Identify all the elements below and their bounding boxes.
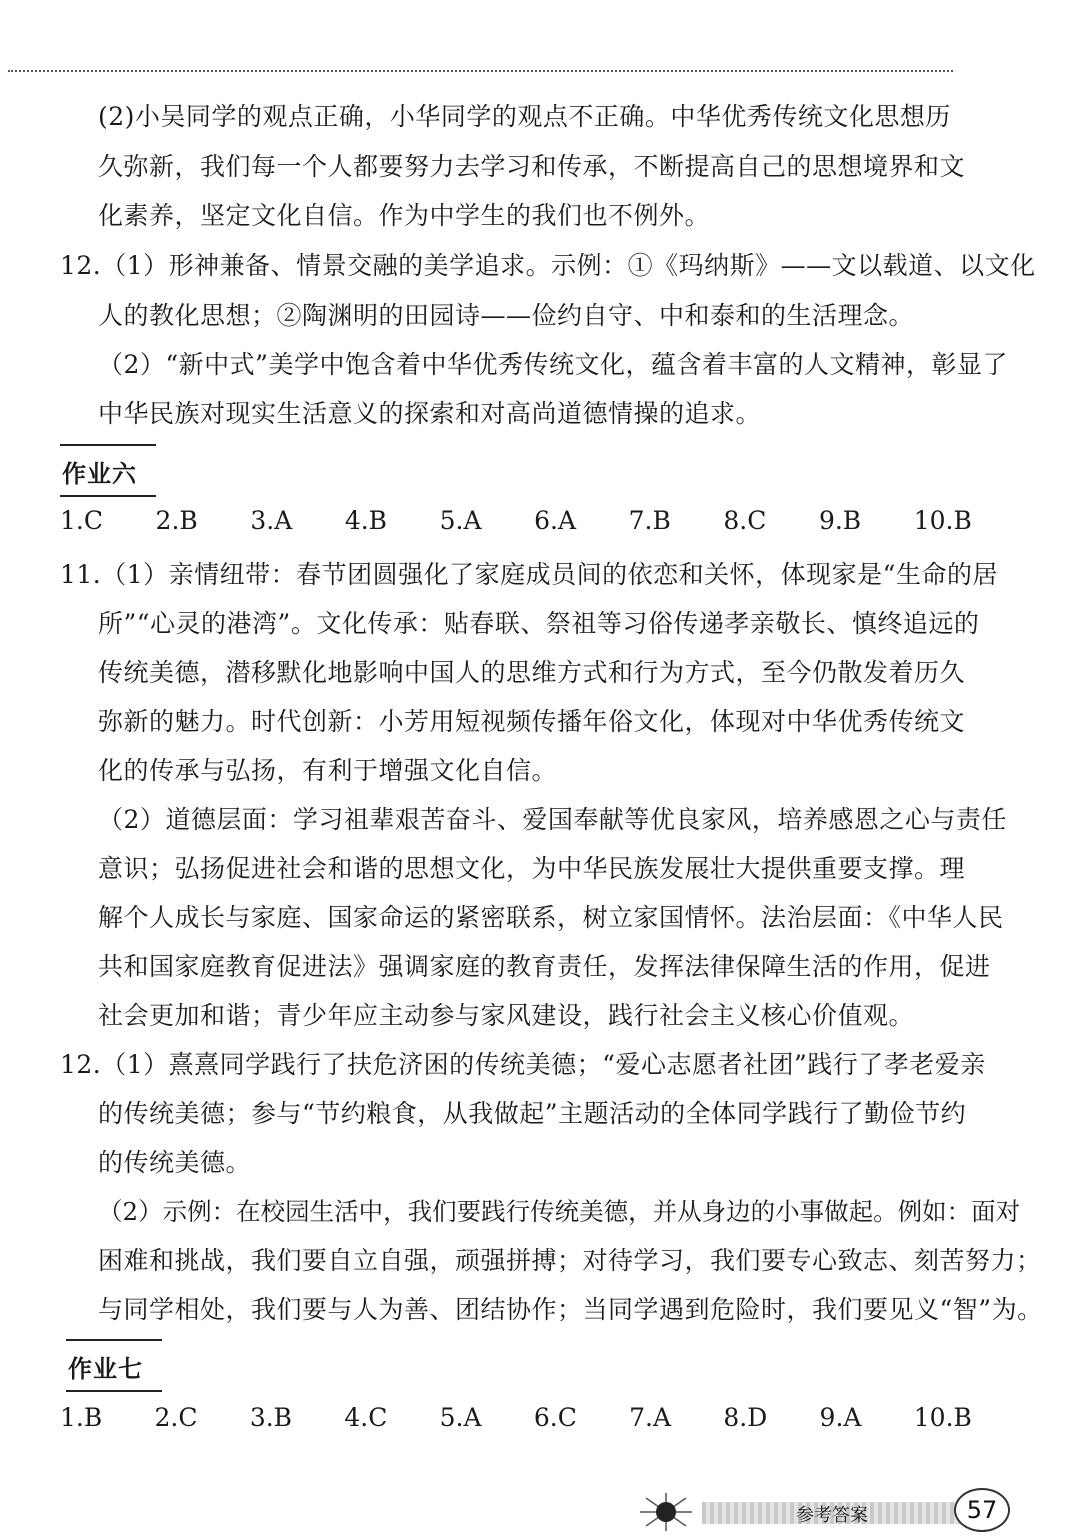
sec6-answer: 8.C xyxy=(723,506,767,535)
page-number: 57 xyxy=(954,1488,1010,1532)
sec6-answer: 1.C xyxy=(60,506,103,535)
sec6-q11-1-line3: 传统美德，潜移默化地影响中国人的思维方式和行为方式，至今仍散发着历久 xyxy=(98,658,966,687)
sec6-q11-2-line5: 社会更加和谐；青少年应主动参与家风建设，践行社会主义核心价值观。 xyxy=(98,1001,915,1030)
sec6-q12-1-line2: 的传统美德；参与“节约粮食，从我做起”主题活动的全体同学践行了勤俭节约 xyxy=(98,1099,967,1128)
sun-burst-icon xyxy=(636,1492,696,1532)
sec5-q12-2-line2: 中华民族对现实生活意义的探索和对高尚道德情操的追求。 xyxy=(98,399,762,428)
sec6-answer: 3.A xyxy=(250,506,293,535)
sec7-answer: 4.C xyxy=(344,1403,388,1432)
sec5-q12-2-line1: （2）“新中式”美学中饱含着中华优秀传统文化，蕴含着丰富的人文精神，彰显了 xyxy=(98,350,1008,379)
sec6-q12-1-line3: 的传统美德。 xyxy=(98,1148,252,1177)
sec6-q11-2-line1: （2）道德层面：学习祖辈艰苦奋斗、爱国奉献等优良家风，培养感恩之心与责任 xyxy=(98,805,1007,834)
sec6-choice-answers xyxy=(60,506,972,535)
sec7-answer: 8.D xyxy=(723,1403,768,1432)
sec7-answer: 7.A xyxy=(629,1403,672,1432)
sec6-q11-2-line2: 意识；弘扬促进社会和谐的思想文化，为中华民族发展壮大提供重要支撑。理 xyxy=(98,854,966,883)
sec6-q12-2-line1: （2）示例：在校园生活中，我们要践行传统美德，并从身边的小事做起。例如：面对 xyxy=(98,1197,1021,1226)
sec6-q11-1-line5: 化的传承与弘扬，有利于增强文化自信。 xyxy=(98,756,558,785)
sec6-q11-1-line4: 弥新的魅力。时代创新：小芳用短视频传播年俗文化，体现对中华优秀传统文 xyxy=(98,707,966,736)
sec6-q12-2-line3: 与同学相处，我们要与人为善、团结协作；当同学遇到危险时，我们要见义“智”为。 xyxy=(98,1295,1043,1324)
sec6-q11-1-line2: 所”“心灵的港湾”。文化传承：贴春联、祭祖等习俗传递孝亲敬长、慎终追远的 xyxy=(98,609,980,638)
sec6-answer: 4.B xyxy=(344,506,388,535)
sec7-heading xyxy=(66,1339,162,1392)
sec7-answer: 9.A xyxy=(819,1403,862,1432)
top-dotted-rule xyxy=(8,70,953,72)
sec5-q11-2-line1: (2)小吴同学的观点正确，小华同学的观点不正确。中华优秀传统文化思想历 xyxy=(98,102,951,131)
sec6-answer: 6.A xyxy=(534,506,577,535)
sec7-answer: 3.B xyxy=(249,1403,293,1432)
page-footer xyxy=(636,1492,1026,1532)
sec6-q12-1-line1: 12.（1）熹熹同学践行了扶危济困的传统美德；“爱心志愿者社团”践行了孝老爱亲 xyxy=(60,1050,986,1079)
sec6-title: 作业六 xyxy=(62,460,137,488)
sec6-q11-2-line3: 解个人成长与家庭、国家命运的紧密联系，树立家国情怀。法治层面：《中华人民 xyxy=(98,903,1004,932)
sec7-answer: 6.C xyxy=(533,1403,577,1432)
sec6-q12-2-line2: 困难和挑战，我们要自立自强，顽强拼搏；对待学习，我们要专心致志、刻苦努力； xyxy=(98,1246,1042,1275)
sec5-q11-2-line3: 化素养，坚定文化自信。作为中学生的我们也不例外。 xyxy=(98,201,711,230)
sec6-heading xyxy=(60,444,156,497)
sec6-q11-1-line1: 11.（1）亲情纽带：春节团圆强化了家庭成员间的依恋和关怀，体现家是“生命的居 xyxy=(60,560,998,589)
sec5-q11-2-line2: 久弥新，我们每一个人都要努力去学习和传承，不断提高自己的思想境界和文 xyxy=(98,152,966,181)
sec7-answer: 1.B xyxy=(60,1403,103,1432)
sec7-answer: 2.C xyxy=(154,1403,198,1432)
sec7-answer: 10.B xyxy=(913,1403,972,1432)
footer-label: 参考答案 xyxy=(796,1505,868,1526)
sec6-answer: 7.B xyxy=(628,506,671,535)
sec7-answer: 5.A xyxy=(439,1403,482,1432)
sec6-answer: 5.A xyxy=(439,506,482,535)
sec6-answer: 2.B xyxy=(155,506,198,535)
sec7-choice-answers xyxy=(60,1403,972,1432)
sec5-q12-1-line2: 人的教化思想；②陶渊明的田园诗——俭约自守、中和泰和的生活理念。 xyxy=(98,301,915,330)
sec5-q12-1-line1: 12.（1）形神兼备、情景交融的美学追求。示例：①《玛纳斯》——文以载道、以文化 xyxy=(60,251,1036,280)
sec6-answer: 10.B xyxy=(913,506,972,535)
sec6-answer: 9.B xyxy=(818,506,862,535)
sec7-title: 作业七 xyxy=(68,1355,143,1383)
sec6-q11-2-line4: 共和国家庭教育促进法》强调家庭的教育责任，发挥法律保障生活的作用，促进 xyxy=(98,952,991,981)
